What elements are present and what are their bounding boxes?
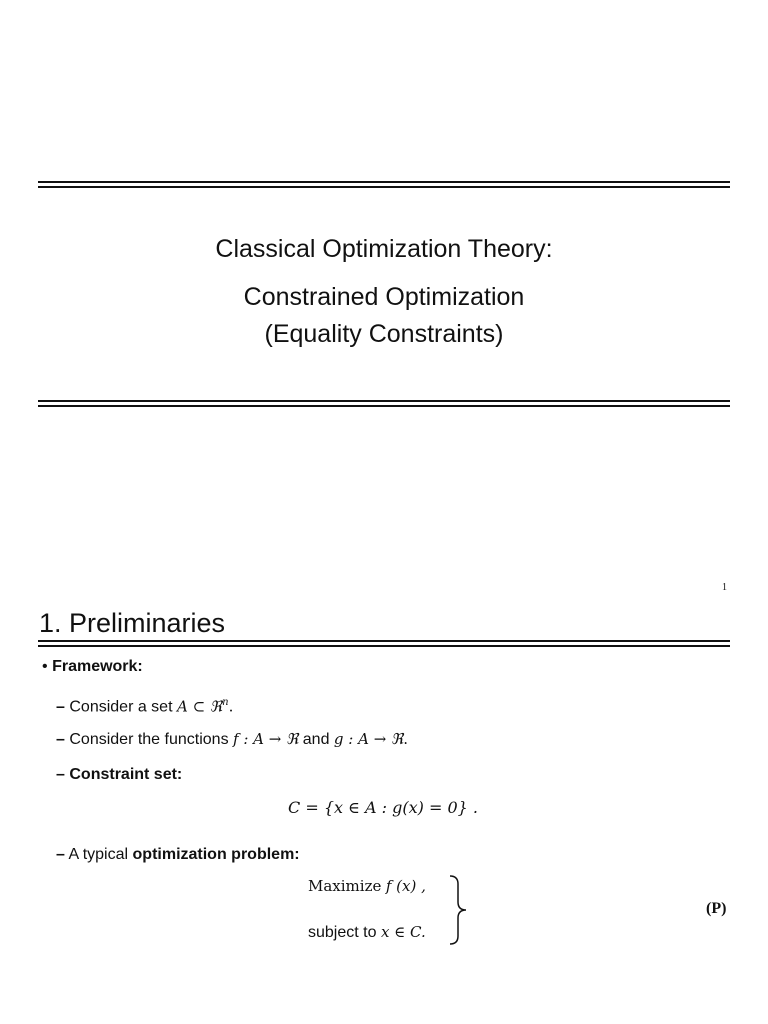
dash-icon: – xyxy=(56,698,65,716)
section-rule-1 xyxy=(38,640,730,642)
top-rule-2 xyxy=(38,186,730,188)
framework-label: Framework: xyxy=(52,658,143,675)
dash-icon: – xyxy=(56,731,65,748)
item2-math-f: f : A → ℜ xyxy=(233,730,299,748)
bottom-rule-1 xyxy=(38,400,730,402)
item2-text: Consider the functions xyxy=(69,731,229,748)
problem-line-2 xyxy=(308,922,426,943)
item1-math: A ⊂ ℜ xyxy=(176,697,223,716)
maximize-word: Maximize xyxy=(308,877,382,895)
item2-math-g: g : A → ℜ xyxy=(333,730,404,748)
bottom-rule-2 xyxy=(38,405,730,407)
problem-line-1 xyxy=(308,876,426,897)
subject-to-word: subject to xyxy=(308,924,377,941)
item2-end: . xyxy=(403,730,409,748)
constraint-set-equation: C = {x ∈ A : g(x) = 0} . xyxy=(288,798,479,817)
item4-text: A typical xyxy=(68,846,129,863)
item4-bold: optimization problem: xyxy=(132,846,300,863)
right-brace-icon xyxy=(446,874,470,946)
item-consider-functions xyxy=(56,729,408,750)
top-rule-1 xyxy=(38,181,730,183)
constraint-set-label: Constraint set: xyxy=(69,766,183,783)
item1-end: . xyxy=(228,697,234,716)
item-optimization-problem xyxy=(56,845,300,865)
item1-text: Consider a set xyxy=(69,698,173,716)
item-constraint-set xyxy=(56,765,182,785)
problem-tag: (P) xyxy=(706,900,727,917)
section-title: 1. Preliminaries xyxy=(39,608,226,638)
page-number: 1 xyxy=(722,582,727,593)
bullet-icon: • xyxy=(42,658,48,675)
section-rule-2 xyxy=(38,645,730,647)
item2-and: and xyxy=(302,731,330,748)
item-consider-set xyxy=(56,693,233,717)
framework-heading xyxy=(42,657,143,677)
title-line-3: (Equality Constraints) xyxy=(264,320,504,348)
dash-icon: – xyxy=(56,766,65,783)
constraint-math: x ∈ C. xyxy=(380,923,426,941)
title-line-2: Constrained Optimization xyxy=(243,283,525,311)
item1-sup: n xyxy=(222,697,229,708)
dash-icon: – xyxy=(56,846,65,863)
title-line-1: Classical Optimization Theory: xyxy=(215,235,553,263)
objective-math: f (x) , xyxy=(385,877,426,895)
